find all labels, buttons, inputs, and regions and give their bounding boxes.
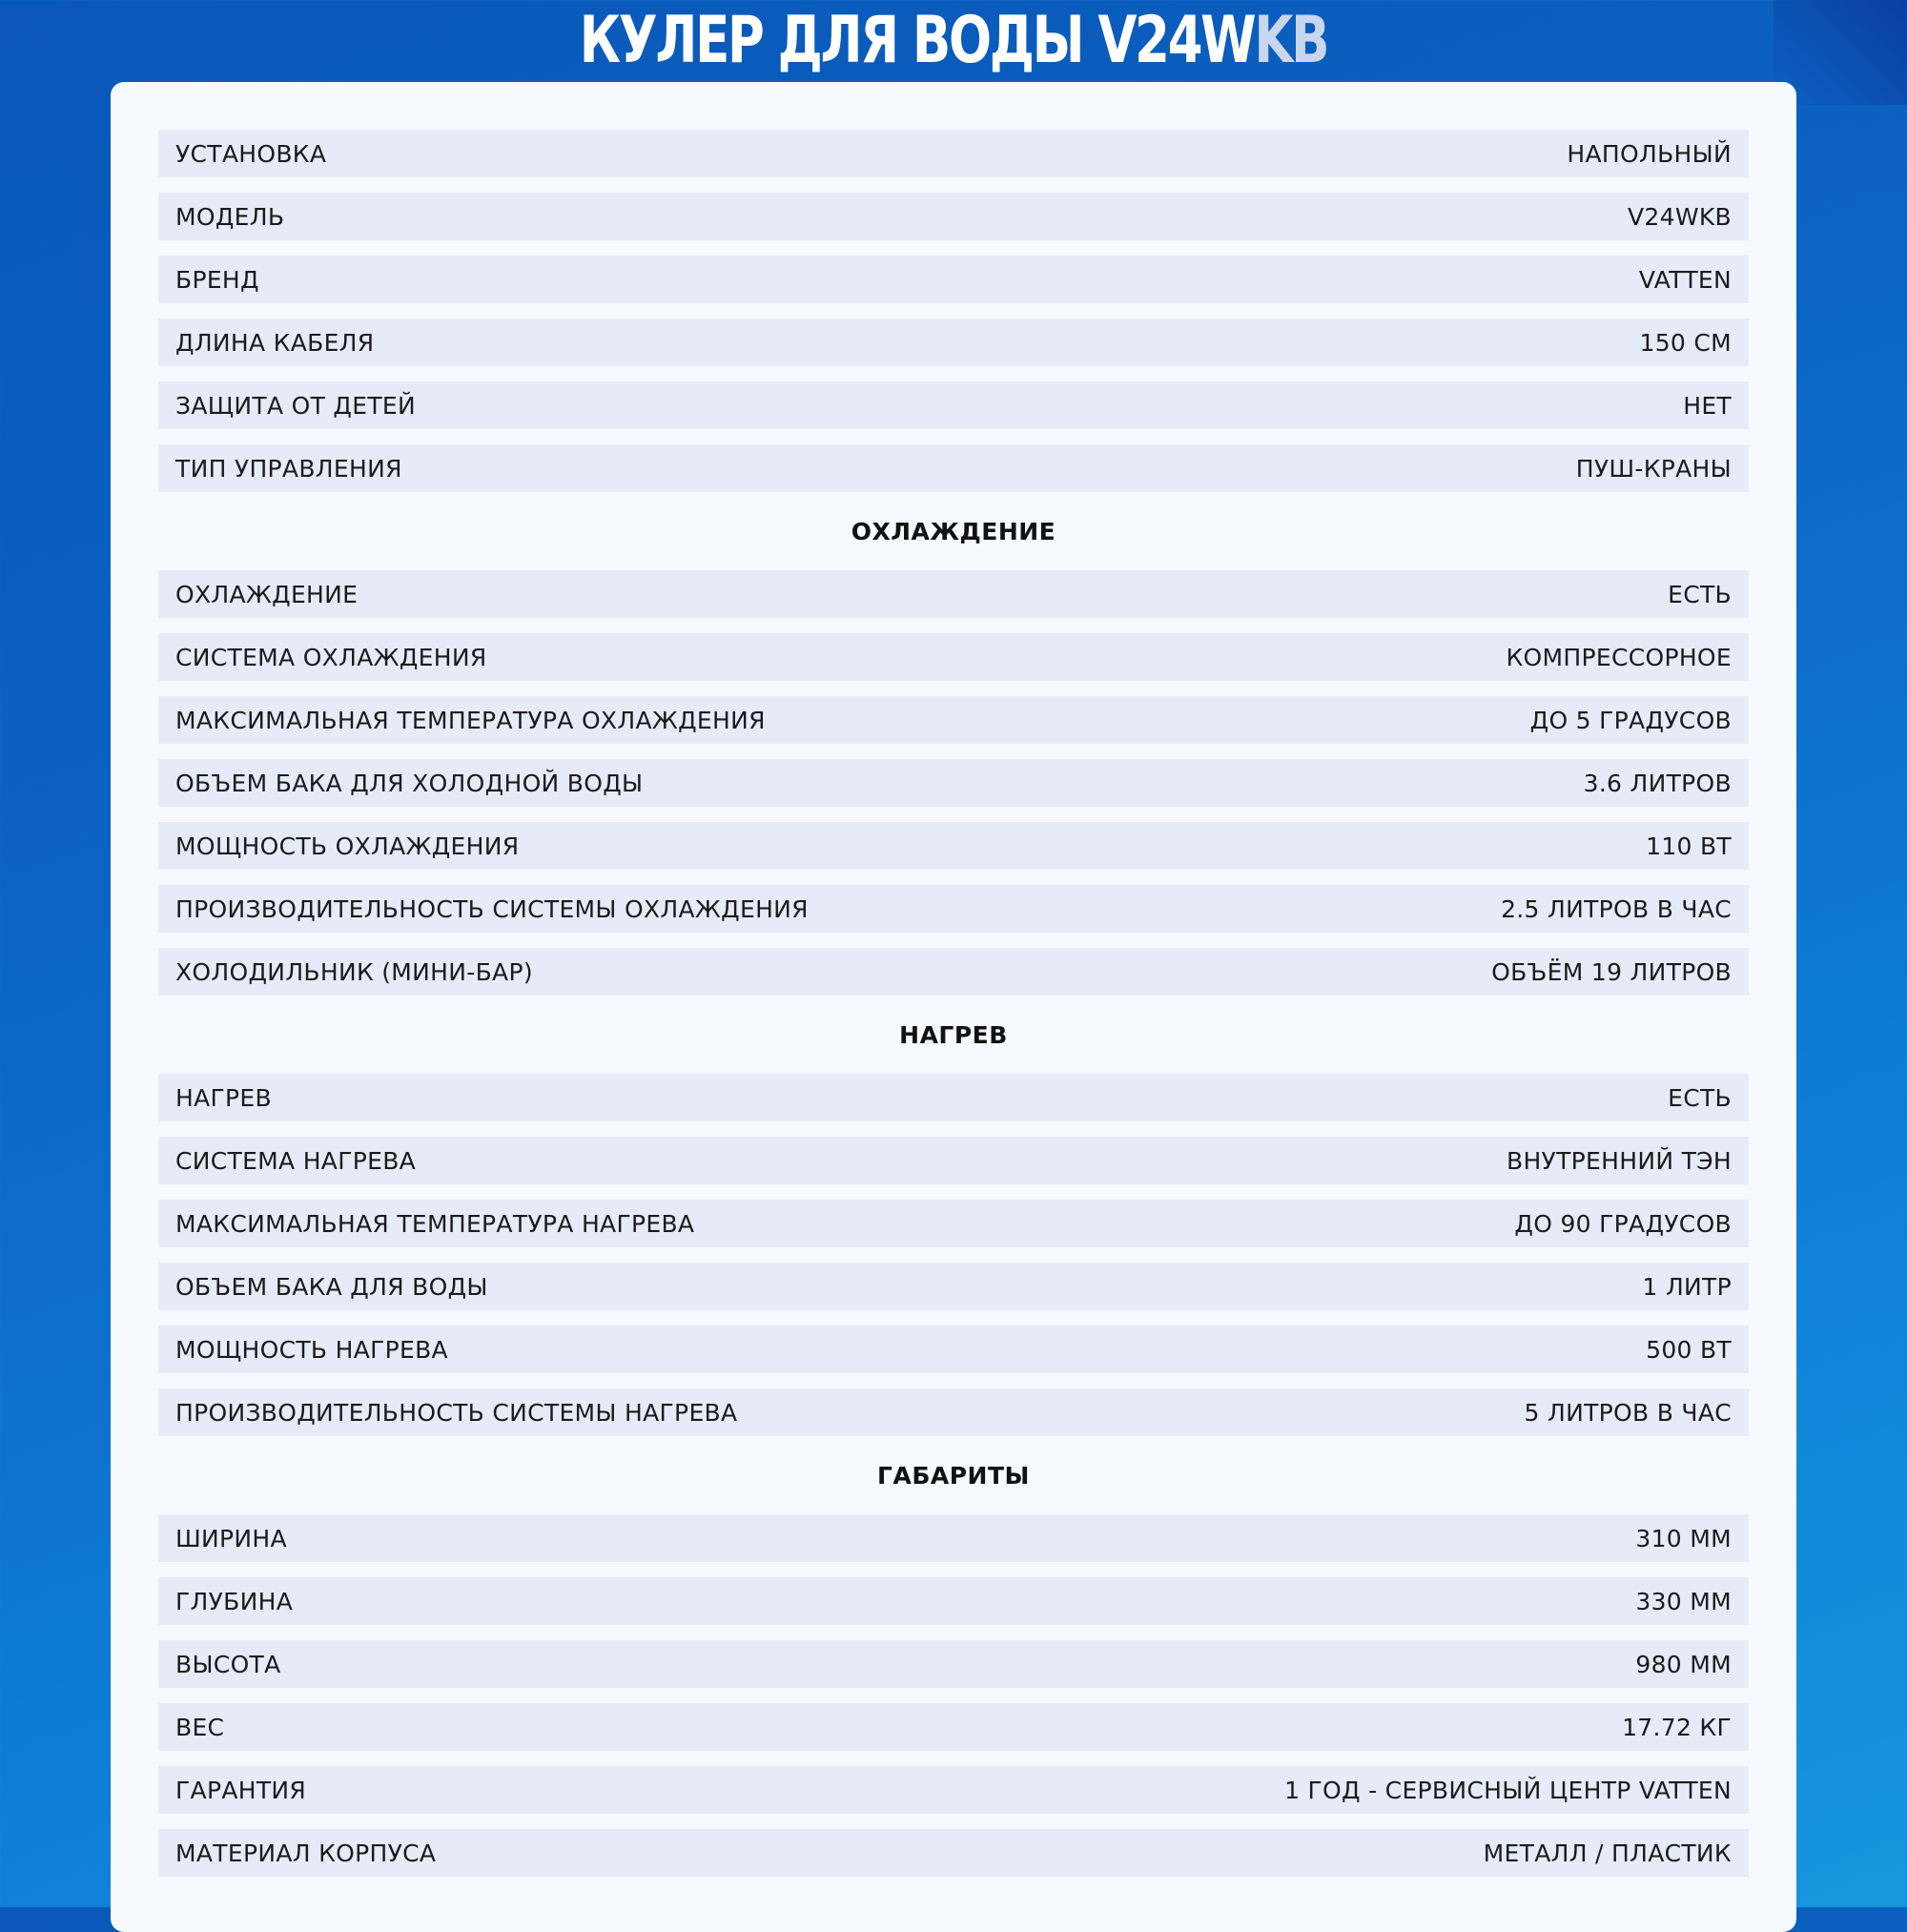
spec-value: 1 ЛИТР xyxy=(1642,1272,1732,1301)
spec-row-weight xyxy=(158,1703,1749,1751)
spec-row-cable-length xyxy=(158,319,1749,366)
spec-row-heating-capacity xyxy=(158,1388,1749,1436)
spec-row-cooling-system xyxy=(158,633,1749,681)
spec-label: УСТАНОВКА xyxy=(175,139,327,168)
spec-row-warranty xyxy=(158,1766,1749,1814)
spec-label: СИСТЕМА НАГРЕВА xyxy=(175,1146,417,1175)
spec-label: МОЩНОСТЬ НАГРЕВА xyxy=(175,1335,448,1364)
spec-value: НЕТ xyxy=(1683,391,1732,420)
spec-label: ШИРИНА xyxy=(175,1524,287,1552)
spec-label: ВЕС xyxy=(175,1713,225,1741)
spec-label: ВЫСОТА xyxy=(175,1650,281,1678)
spec-row-child-lock xyxy=(158,381,1749,429)
spec-row-mini-bar xyxy=(158,948,1749,996)
spec-row-depth xyxy=(158,1577,1749,1625)
spec-value: 150 СМ xyxy=(1639,328,1732,357)
section-heading-cooling: ОХЛАЖДЕНИЕ xyxy=(851,517,1056,545)
spec-row-heating-power xyxy=(158,1326,1749,1373)
spec-value: 3.6 ЛИТРОВ xyxy=(1583,769,1732,797)
spec-row-cooling-capacity xyxy=(158,885,1749,933)
spec-label: ОБЪЕМ БАКА ДЛЯ ХОЛОДНОЙ ВОДЫ xyxy=(175,769,644,797)
spec-label: ПРОИЗВОДИТЕЛЬНОСТЬ СИСТЕМЫ ОХЛАЖДЕНИЯ xyxy=(175,894,809,923)
spec-card xyxy=(111,82,1796,1932)
spec-value: ДО 90 ГРАДУСОВ xyxy=(1514,1209,1732,1238)
spec-value: 500 ВТ xyxy=(1646,1335,1732,1364)
spec-label: МОЩНОСТЬ ОХЛАЖДЕНИЯ xyxy=(175,832,520,860)
spec-row-cooling-power xyxy=(158,822,1749,870)
spec-row-model xyxy=(158,193,1749,240)
spec-list xyxy=(158,130,1749,1892)
title-main: КУЛЕР ДЛЯ ВОДЫ V24W xyxy=(579,3,1255,78)
spec-label: ГЛУБИНА xyxy=(175,1587,294,1615)
spec-row-cooling-temperature xyxy=(158,696,1749,744)
spec-row-cold-tank-volume xyxy=(158,759,1749,807)
spec-value: 330 ММ xyxy=(1635,1587,1732,1615)
spec-label: ЗАЩИТА ОТ ДЕТЕЙ xyxy=(175,391,416,420)
spec-value: 110 ВТ xyxy=(1646,832,1732,860)
spec-label: ДЛИНА КАБЕЛЯ xyxy=(175,328,375,357)
spec-label: МАТЕРИАЛ КОРПУСА xyxy=(175,1839,437,1867)
spec-value: МЕТАЛЛ / ПЛАСТИК xyxy=(1483,1839,1732,1867)
spec-value: ОБЪЁМ 19 ЛИТРОВ xyxy=(1491,957,1732,986)
spec-label: МАКСИМАЛЬНАЯ ТЕМПЕРАТУРА НАГРЕВА xyxy=(175,1209,695,1238)
spec-value: НАПОЛЬНЫЙ xyxy=(1567,139,1732,168)
spec-value: ЕСТЬ xyxy=(1668,580,1732,608)
spec-row-hot-tank-volume xyxy=(158,1263,1749,1310)
spec-value: 2.5 ЛИТРОВ В ЧАС xyxy=(1501,894,1732,923)
spec-label: МОДЕЛЬ xyxy=(175,202,285,231)
spec-value: 5 ЛИТРОВ В ЧАС xyxy=(1524,1398,1732,1427)
spec-value: ЕСТЬ xyxy=(1668,1083,1732,1112)
spec-label: ТИП УПРАВЛЕНИЯ xyxy=(175,454,402,483)
section-heading-heating: НАГРЕВ xyxy=(899,1020,1008,1049)
spec-value: ДО 5 ГРАДУСОВ xyxy=(1529,706,1732,734)
spec-value: 1 ГОД - СЕРВИСНЫЙ ЦЕНТР VATTEN xyxy=(1284,1776,1732,1804)
spec-value: ПУШ-КРАНЫ xyxy=(1575,454,1732,483)
spec-value: VATTEN xyxy=(1638,265,1732,294)
spec-row-height xyxy=(158,1640,1749,1688)
spec-row-heating-temperature xyxy=(158,1200,1749,1247)
spec-value: 310 ММ xyxy=(1635,1524,1732,1552)
spec-row-control-type xyxy=(158,444,1749,492)
page-title xyxy=(210,0,1697,82)
spec-value: КОМПРЕССОРНОЕ xyxy=(1506,643,1732,671)
spec-value: V24WKB xyxy=(1628,202,1732,231)
spec-label: БРЕНД xyxy=(175,265,259,294)
spec-value: ВНУТРЕННИЙ ТЭН xyxy=(1507,1146,1732,1175)
spec-label: НАГРЕВ xyxy=(175,1083,272,1112)
spec-label: СИСТЕМА ОХЛАЖДЕНИЯ xyxy=(175,643,487,671)
section-heading-dimensions: ГАБАРИТЫ xyxy=(877,1461,1030,1490)
spec-row-brand xyxy=(158,256,1749,303)
spec-value: 980 ММ xyxy=(1635,1650,1732,1678)
spec-row-width xyxy=(158,1514,1749,1562)
spec-row-heating-system xyxy=(158,1137,1749,1184)
title-fade: KB xyxy=(1254,3,1328,78)
spec-row-heating xyxy=(158,1074,1749,1121)
spec-label: ОХЛАЖДЕНИЕ xyxy=(175,580,359,608)
spec-label: ГАРАНТИЯ xyxy=(175,1776,307,1804)
spec-label: ХОЛОДИЛЬНИК (МИНИ-БАР) xyxy=(175,957,533,986)
spec-label: ПРОИЗВОДИТЕЛЬНОСТЬ СИСТЕМЫ НАГРЕВА xyxy=(175,1398,738,1427)
spec-label: МАКСИМАЛЬНАЯ ТЕМПЕРАТУРА ОХЛАЖДЕНИЯ xyxy=(175,706,766,734)
spec-row-cooling xyxy=(158,570,1749,618)
spec-row-body-material xyxy=(158,1829,1749,1877)
spec-value: 17.72 КГ xyxy=(1622,1713,1732,1741)
spec-label: ОБЪЕМ БАКА ДЛЯ ВОДЫ xyxy=(175,1272,488,1301)
spec-row-installation xyxy=(158,130,1749,177)
